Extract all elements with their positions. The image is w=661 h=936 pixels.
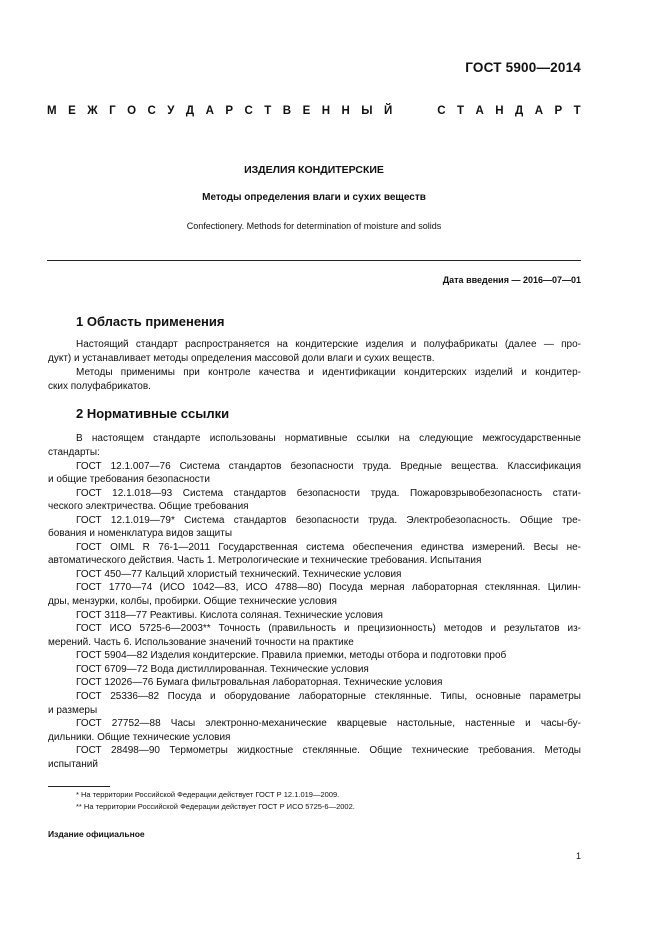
reference-line: и общие требования безопасности: [48, 474, 210, 485]
reference-line: ГОСТ 12.1.007—76 Система стандартов безопасности труда. Вредные вещества. Классификация: [76, 461, 581, 472]
banner-letter: Р: [225, 105, 234, 117]
banner-letter: С: [244, 105, 253, 117]
banner-letter: М: [47, 105, 57, 117]
banner-letter: О: [127, 105, 137, 117]
reference-line: испытаний: [48, 759, 98, 770]
banner-word-gap: [404, 105, 426, 117]
section-1-heading: 1 Область применения: [76, 314, 225, 329]
section-1-line: дукт) и устанавливает методы определения массовой доли влаги и сухих веществ.: [48, 353, 435, 364]
reference-line: ГОСТ 12.1.019—79* Система стандартов безопасности труда. Электробезопасность. Общие тре-: [76, 515, 581, 526]
reference-line: ГОСТ OIML R 76-1—2011 Государственная система обеспечения единства измерений. Весы не-: [76, 542, 581, 553]
reference-line: ГОСТ 6709—72 Вода дистиллированная. Технические условия: [76, 664, 369, 675]
banner-letter: Т: [264, 105, 272, 117]
reference-line: дильники. Общие технические условия: [48, 732, 231, 743]
banner-letter: Р: [554, 105, 563, 117]
reference-line: ческого электричества. Общие требования: [48, 501, 249, 512]
reference-line: ГОСТ 12.1.018—93 Система стандартов безопасности труда. Пожаровзрывобезопасность стати-: [76, 488, 581, 499]
banner-letter: Ж: [87, 105, 98, 117]
reference-line: ГОСТ 450—77 Кальций хлористый технический. Технические условия: [76, 569, 402, 580]
banner-letter: А: [205, 105, 214, 117]
banner-letter: Т: [573, 105, 581, 117]
reference-line: ГОСТ 12026—76 Бумага фильтровальная лабораторная. Технические условия: [76, 677, 443, 688]
reference-line: ГОСТ 25336—82 Посуда и оборудование лабораторные стеклянные. Типы, основные параметры: [76, 691, 581, 702]
reference-line: ГОСТ 1770—74 (ИСО 1042—83, ИСО 4788—80) Посуда мерная лабораторная стеклянная. Цилин-: [76, 582, 581, 593]
banner-letter: С: [437, 105, 446, 117]
introduction-date: Дата введения — 2016—07—01: [442, 275, 581, 285]
banner-letter: У: [167, 105, 175, 117]
reference-line: ГОСТ 27752—88 Часы электронно-механические кварцевые настольные, настенные и часы-бу-: [76, 718, 581, 729]
banner-letter: А: [534, 105, 544, 117]
reference-line: В настоящем стандарте использованы нормативные ссылки на следующие межгосударственные: [76, 433, 581, 444]
reference-line: ГОСТ 5904—82 Изделия кондитерские. Правила приемки, методы отбора и подготовки проб: [76, 650, 507, 661]
footnote: * На территории Российской Федерации действует ГОСТ Р 12.1.019—2009.: [76, 790, 340, 799]
page-number: 1: [575, 851, 581, 861]
banner-letter: Н: [321, 105, 331, 117]
banner-letter: Т: [456, 105, 465, 117]
document-title: ИЗДЕЛИЯ КОНДИТЕРСКИЕ: [244, 164, 384, 176]
banner-letter: Д: [185, 105, 195, 117]
reference-line: ГОСТ ИСО 5725-6—2003** Точность (правильность и прецизионность) методов и результатов из-: [76, 623, 581, 634]
title-rule: [47, 260, 581, 261]
reference-line: ГОСТ 3118—77 Реактивы. Кислота соляная. Технические условия: [76, 610, 383, 621]
reference-line: автоматического действия. Часть 1. Метрологические и технические требования. Испытания: [48, 555, 482, 566]
banner-letter: Й: [384, 105, 393, 117]
section-2-heading: 2 Нормативные ссылки: [76, 406, 230, 421]
standard-banner: [47, 105, 581, 117]
section-1-line: Методы применимы при контроле качества и идентификации кондитерских изделий и кондитер-: [76, 367, 581, 378]
official-edition-label: Издание официальное: [48, 829, 145, 839]
banner-letter: Ы: [361, 105, 373, 117]
reference-line: стандарты:: [48, 447, 100, 458]
banner-letter: А: [475, 105, 484, 117]
reference-line: ГОСТ 28498—90 Термометры жидкостные стеклянные. Общие технические требования. Методы: [76, 745, 581, 756]
gost-code: ГОСТ 5900—2014: [465, 60, 581, 75]
reference-line: и размеры: [48, 705, 98, 716]
banner-letter: Н: [341, 105, 350, 117]
reference-line: мерений. Часть 6. Использование значений точности на практике: [48, 637, 354, 648]
banner-letter: Г: [109, 105, 116, 117]
footnote-rule: [48, 786, 110, 787]
banner-letter: В: [282, 105, 292, 117]
banner-letter: Н: [495, 105, 504, 117]
banner-letter: Е: [302, 105, 311, 117]
reference-line: бования и номенклатура видов защиты: [48, 528, 233, 539]
banner-letter: С: [147, 105, 156, 117]
reference-line: дры, мензурки, колбы, пробирки. Общие технические условия: [48, 596, 337, 607]
english-title: Confectionery. Methods for determination of moisture and solids: [186, 221, 442, 231]
banner-letter: Е: [68, 105, 76, 117]
document-subtitle: Методы определения влаги и сухих веществ: [202, 192, 426, 203]
banner-letter: Д: [515, 105, 524, 117]
section-1-line: ских полуфабрикатов.: [48, 381, 151, 392]
section-1-line: Настоящий стандарт распространяется на кондитерские изделия и полуфабрикаты (далее — про-: [76, 339, 581, 350]
footnote: ** На территории Российской Федерации действует ГОСТ Р ИСО 5725-6—2002.: [76, 802, 355, 811]
